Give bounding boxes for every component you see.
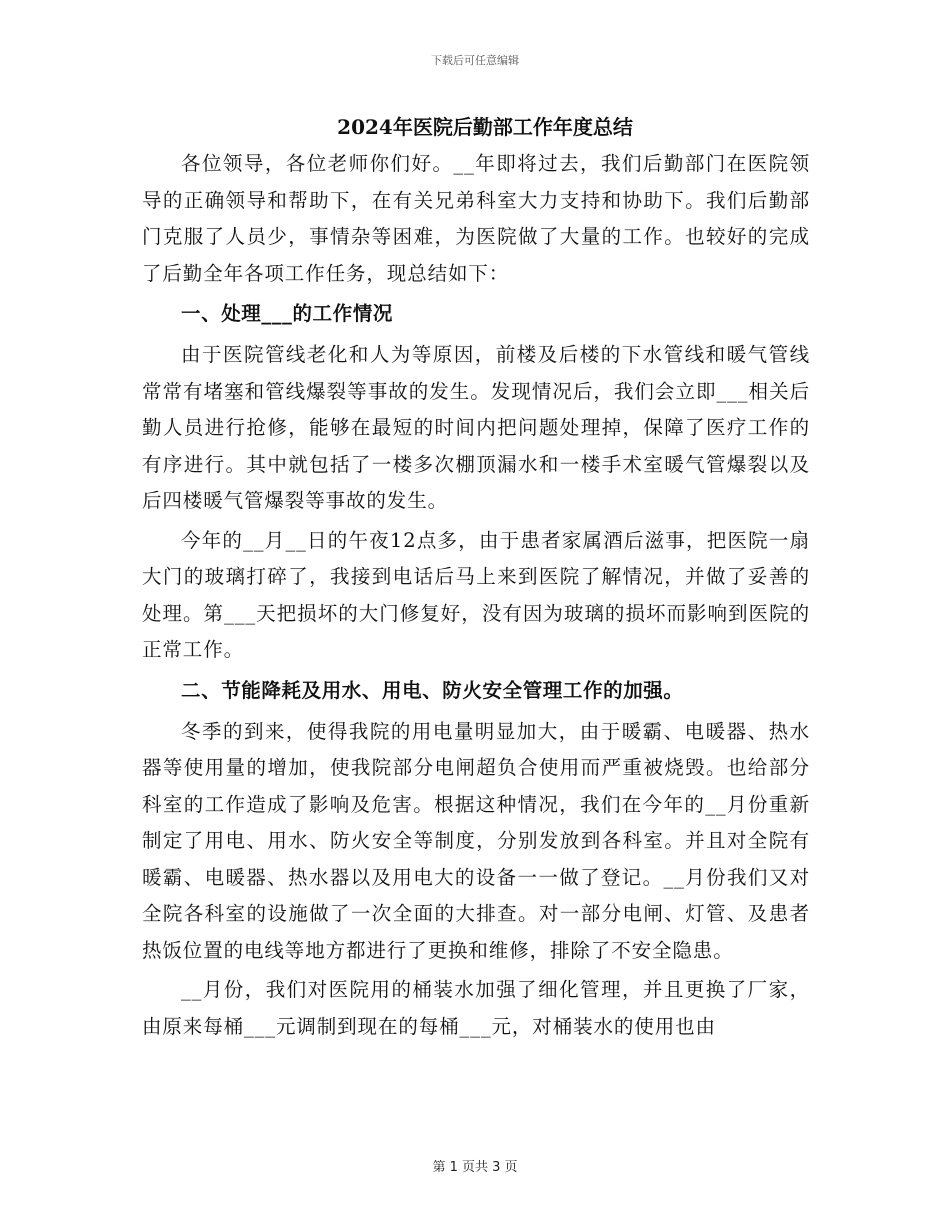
- paragraph-door-glass: 今年的__月__日的午夜12点多，由于患者家属酒后滋事，把医院一扇大门的玻璃打碎了，我接到电话后马上来到医院了解情况，并做了妥善的处理。第___天把损坏的大门修复好，没有因为玻璃的损坏而影响到医院的正常工作。: [142, 528, 810, 661]
- intro-paragraph: 各位领导，各位老师你们好。__年即将过去，我们后勤部门在医院领导的正确领导和帮助下，在有关兄弟科室大力支持和协助下。我们后勤部门克服了人员少，事情杂等困难，为医院做了大量的工作。也较好的完成了后勤全年各项工作任务，现总结如下：: [142, 152, 810, 285]
- paragraph-electricity: 冬季的到来，使得我院的用电量明显加大，由于暖霸、电暖器、热水器等使用量的增加，使我院部分电闸超负合使用而严重被烧毁。也给部分科室的工作造成了影响及危害。根据这种情况，我们在今年的__月份重新制定了用电、用水、防火安全等制度，分别发放到各科室。并且对全院有暖霸、电暖器、热水器以及用电大的设备一一做了登记。__月份我们又对全院各科室的设施做了一次全面的大排查。对一部分电闸、灯管、及患者热饭位置的电线等地方都进行了更换和维修，排除了不安全隐患。: [142, 719, 810, 962]
- paragraph-pipelines: 由于医院管线老化和人为等原因，前楼及后楼的下水管线和暖气管线常常有堵塞和管线爆裂等事故的发生。发现情况后，我们会立即___相关后勤人员进行抢修，能够在最短的时间内把问题处理掉，保障了医疗工作的有序进行。其中就包括了一楼多次棚顶漏水和一楼手术室暖气管爆裂以及后四楼暖气管爆裂等事故的发生。: [142, 343, 810, 512]
- paragraph-bottled-water: __月份，我们对医院用的桶装水加强了细化管理，并且更换了厂家，由原来每桶___元调制到现在的每桶___元，对桶装水的使用也由: [142, 978, 810, 1038]
- section-heading-2: 二、节能降耗及用水、用电、防火安全管理工作的加强。: [181, 678, 684, 702]
- section-heading-1: 一、处理___的工作情况: [181, 302, 393, 325]
- document-title: 2024年医院后勤部工作年度总结: [337, 115, 633, 139]
- page-footer: 第 1 页共 3 页: [432, 1160, 518, 1175]
- document-body: [142, 108, 810, 1048]
- header-note: 下载后可任意编辑: [431, 54, 519, 67]
